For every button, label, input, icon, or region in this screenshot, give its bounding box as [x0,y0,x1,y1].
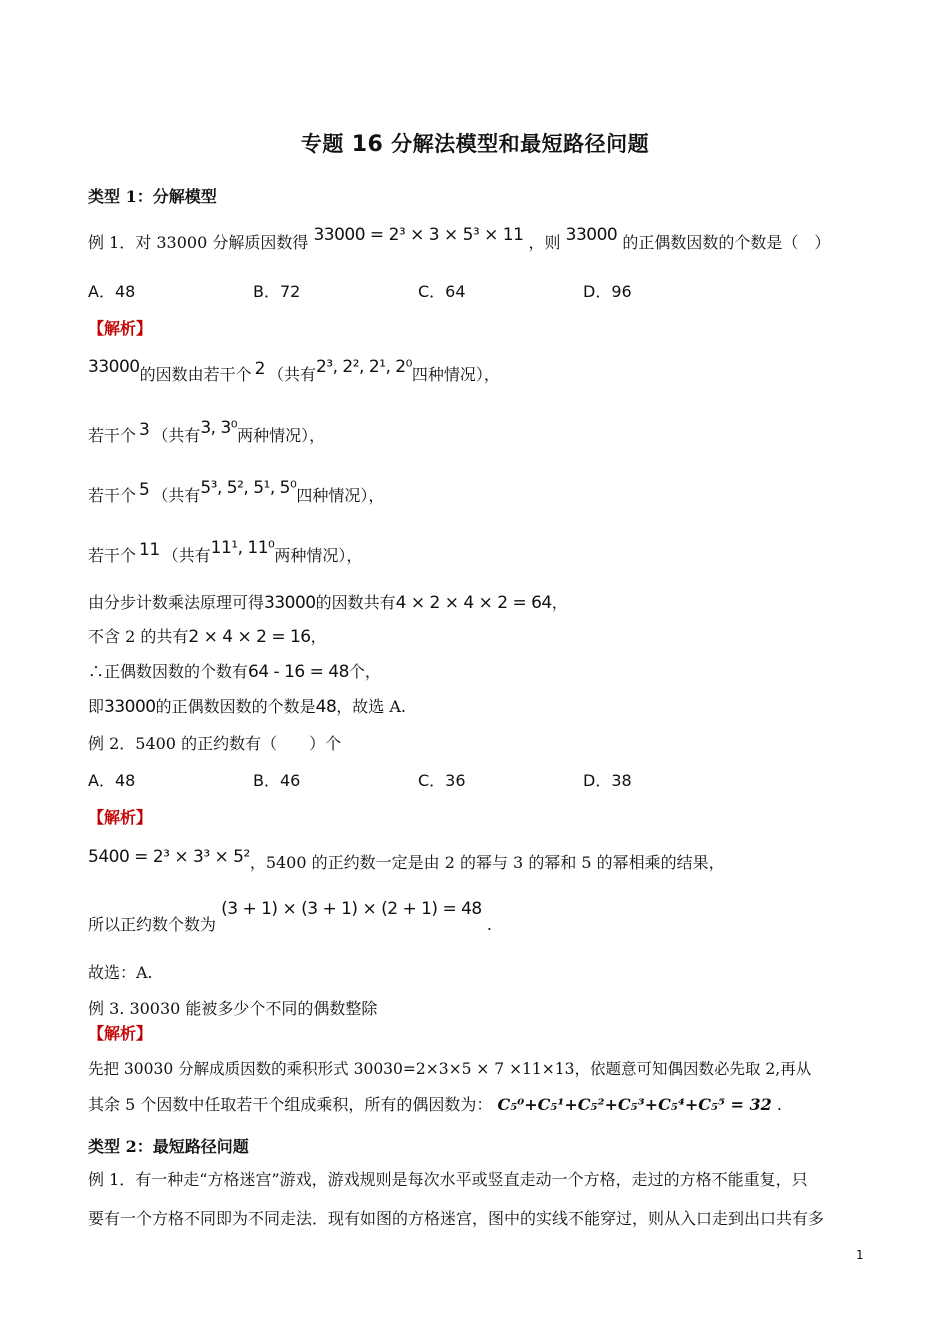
s2-l1b: ，5400 的正约数一定是由 2 的幂与 3 的幂和 5 的幂相乘的结果， [249,853,725,872]
example1-number: 33000 [565,225,618,245]
example1-question [88,225,831,253]
title-prefix: 专题 [300,131,344,156]
s1-l5a: 由分步计数乘法原理可得 [88,593,265,612]
example1-option-d: D．96 [583,282,632,301]
example1-formula: 33000 = 2³ × 3 × 5³ × 11 [313,225,524,245]
s3-l2b: C₅⁰+C₅¹+C₅²+C₅³+C₅⁴+C₅⁵ = 32 [497,1095,772,1114]
s1-l8b: 33000 [104,697,156,717]
solution1-line2 [88,418,326,446]
s1-l2c: （共有 [152,426,201,445]
s1-l4a: 若干个 [88,546,137,565]
example2-option-c: C．36 [418,771,466,790]
example1-text-c: 的正偶数因数的个数是（ ） [622,233,831,252]
solution2-line2 [88,899,492,935]
example4-line2: 要有一个方格不同即为不同走法．现有如图的方格迷宫，图中的实线不能穿过，则从入口走到出口共有多 [88,1209,825,1228]
s1-l8c: 的正偶数因数的个数是 [155,697,316,716]
analysis-label-1: 【解析】 [88,319,153,338]
example2-option-d: D．38 [583,771,632,790]
s1-l6c: ， [310,627,327,646]
solution1-line7 [88,659,381,682]
s1-l1b: 的因数由若干个 [139,365,252,384]
page-title [0,128,950,158]
s1-l4b: 11 [139,540,160,560]
s1-l3e: 四种情况）， [296,486,385,505]
s1-l8d: 48 [315,697,337,717]
s1-l3d: 5³, 5², 5¹, 5⁰ [200,478,297,498]
solution1-line4 [88,538,363,566]
s1-l5b: 33000 [264,593,316,613]
section-heading-type2: 类型 2：最短路径问题 [88,1137,249,1156]
s1-l4e: 两种情况）， [274,546,363,565]
example1-option-c: C．64 [418,282,466,301]
s1-l5e: ， [551,593,568,612]
s1-l2b: 3 [139,420,150,440]
solution1-line1 [88,357,500,385]
s3-l2a: 其余 5 个因数中任取若干个组成乘积，所有的偶因数为： [88,1095,493,1114]
s1-l8a: 即 [88,697,105,716]
s1-l2e: 两种情况）， [237,426,326,445]
solution1-line5 [88,590,568,613]
analysis-label-2: 【解析】 [88,808,153,827]
s1-l1c: 2 [254,359,265,379]
s1-l4c: （共有 [162,546,211,565]
s1-l1d: （共有 [267,365,316,384]
analysis-label-3: 【解析】 [88,1024,153,1043]
s1-l7c: 个， [348,662,381,681]
solution3-line1: 先把 30030 分解成质因数的乘积形式 30030=2×3×5 × 7 ×11×13，依题意可知偶因数必先取 2,再从 [88,1060,812,1078]
solution1-line3 [88,478,385,506]
page-number: 1 [856,1248,864,1262]
solution3-line2 [88,1092,782,1115]
example1-text-b: ，则 [528,233,561,252]
s2-l2a: 所以正约数个数为 [88,915,217,934]
s1-l3a: 若干个 [88,486,137,505]
s1-l2d: 3, 3⁰ [200,418,238,438]
solution1-line6 [88,624,327,647]
example1-text-a: 例 1．对 33000 分解质因数得 [88,233,309,252]
s1-l8e: ，故选 A. [336,697,406,716]
s2-l2b: (3 + 1) × (3 + 1) × (2 + 1) = 48 [221,899,482,919]
s3-l2c: . [776,1095,782,1114]
title-rest: 分解法模型和最短路径问题 [391,131,650,156]
solution2-line3: 故选：A. [88,963,153,982]
example2-question: 例 2．5400 的正约数有（ ）个 [88,734,342,753]
s1-l1f: 四种情况）， [411,365,500,384]
example4-line1: 例 1．有一种走“方格迷宫”游戏，游戏规则是每次水平或竖直走动一个方格，走过的方格不能重复，只 [88,1170,808,1189]
example2-option-b: B．46 [253,771,301,790]
s1-l6a: 不含 2 的共有 [88,627,189,646]
s1-l3b: 5 [139,480,150,500]
s1-l2a: 若干个 [88,426,137,445]
solution1-line8 [88,694,406,717]
example1-option-a: A．48 [88,282,136,301]
s2-l2c: . [486,915,492,934]
s1-l7b: 64 - 16 = 48 [248,662,349,682]
s1-l6b: 2 × 4 × 2 = 16 [188,627,311,647]
s1-l1a: 33000 [88,357,140,377]
example3-question: 例 3. 30030 能被多少个不同的偶数整除 [88,999,378,1018]
s1-l3c: （共有 [152,486,201,505]
section-heading-type1: 类型 1：分解模型 [88,187,217,206]
example1-option-b: B．72 [253,282,301,301]
solution2-line1 [88,847,725,873]
example2-option-a: A．48 [88,771,136,790]
title-number: 16 [351,132,384,157]
s1-l5d: 4 × 2 × 4 × 2 = 64 [395,593,552,613]
s1-l1e: 2³, 2², 2¹, 2⁰ [315,357,412,377]
s2-l1a: 5400 = 2³ × 3³ × 5² [88,847,250,867]
s1-l5c: 的因数共有 [315,593,396,612]
s1-l4d: 11¹, 11⁰ [210,538,275,558]
s1-l7a: ∴正偶数因数的个数有 [88,662,249,681]
